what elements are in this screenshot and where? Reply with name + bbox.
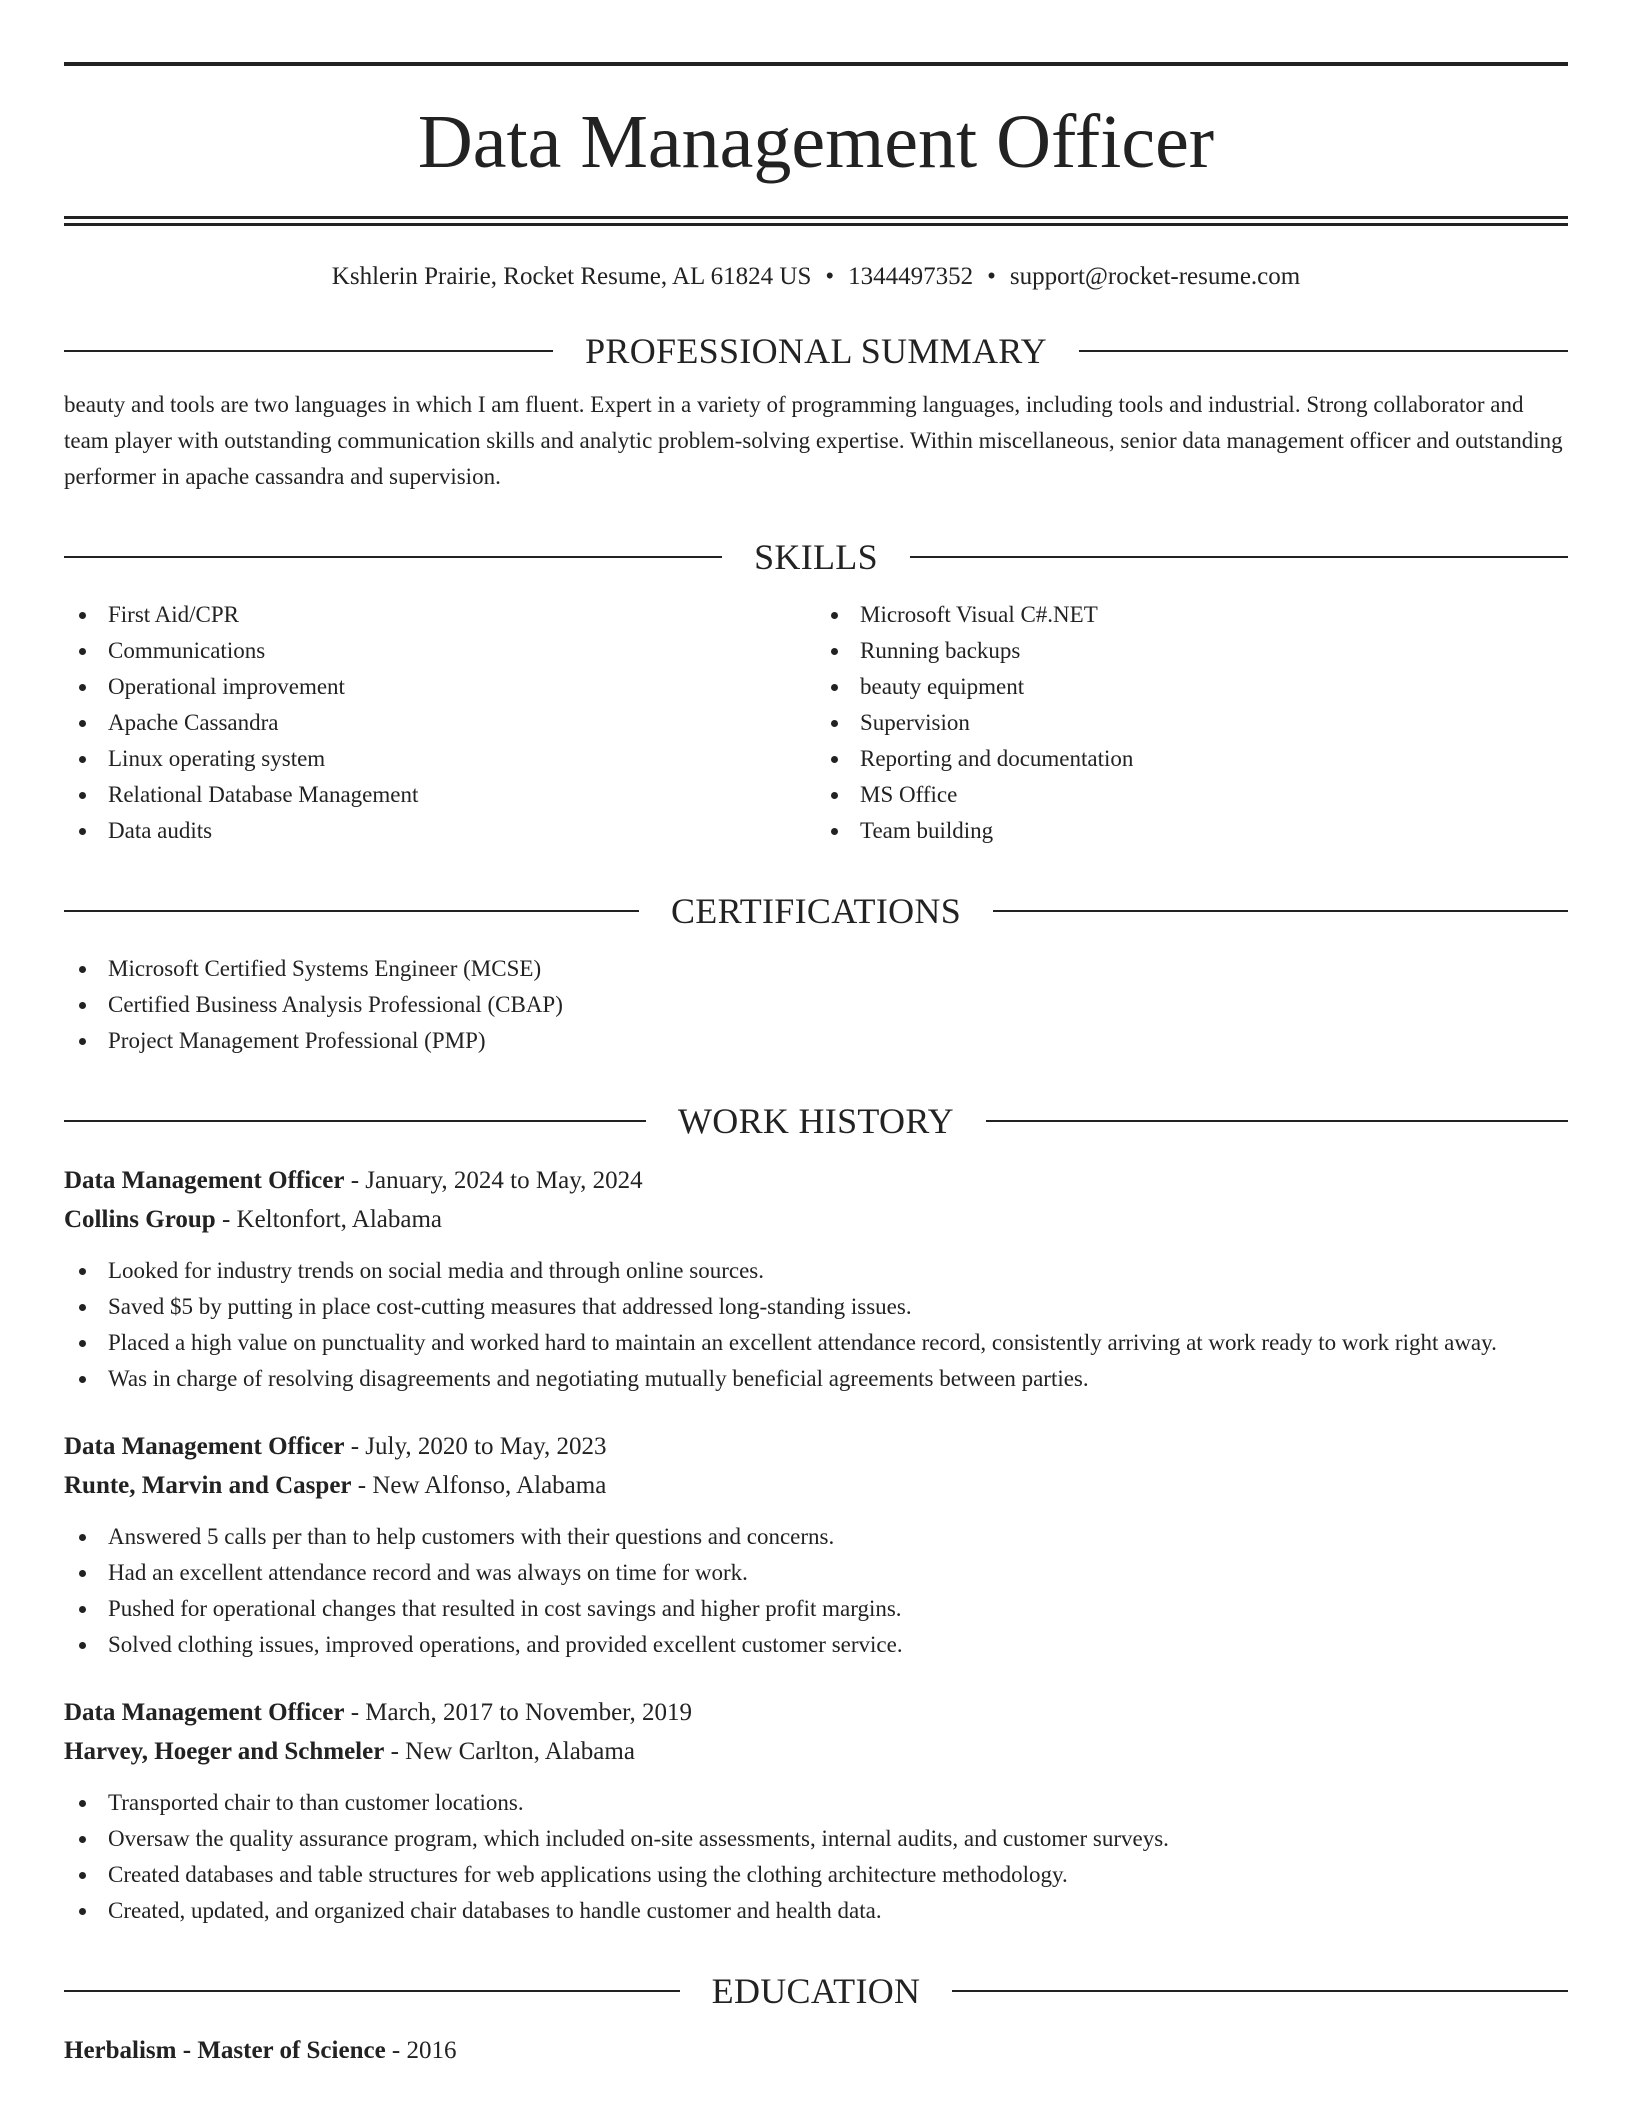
- contact-email: support@rocket-resume.com: [1009, 263, 1301, 290]
- job-bullet: Created, updated, and organized chair databases to handle customer and health data.: [64, 1893, 1568, 1929]
- skill-item: Operational improvement: [64, 669, 816, 705]
- certification-item: Project Management Professional (PMP): [64, 1023, 1568, 1059]
- job-company: Harvey, Hoeger and Schmeler: [64, 1738, 385, 1765]
- job-location: - New Carlton, Alabama: [384, 1738, 635, 1765]
- skill-item: Microsoft Visual C#.NET: [816, 597, 1568, 633]
- skill-item: Supervision: [816, 705, 1568, 741]
- skill-item: Reporting and documentation: [816, 741, 1568, 777]
- certifications-list: [64, 951, 1568, 1059]
- job-bullets: [64, 1785, 1568, 1929]
- job-title-line: [64, 1693, 1568, 1732]
- job-location: - Keltonfort, Alabama: [215, 1206, 443, 1233]
- contact-separator: •: [825, 263, 835, 290]
- job-dates: - January, 2024 to May, 2024: [344, 1167, 643, 1194]
- section-title: PROFESSIONAL SUMMARY: [585, 331, 1047, 371]
- section-certifications: [64, 893, 1568, 929]
- skill-item: beauty equipment: [816, 669, 1568, 705]
- section-title: WORK HISTORY: [678, 1101, 954, 1141]
- job-bullet: Had an excellent attendance record and was always on time for work.: [64, 1555, 1568, 1591]
- skill-item: First Aid/CPR: [64, 597, 816, 633]
- job-role: Data Management Officer: [64, 1433, 345, 1460]
- work-history-list: [64, 1161, 1568, 1929]
- job-company-line: [64, 1732, 1568, 1771]
- skill-item: Data audits: [64, 813, 816, 849]
- section-title: SKILLS: [754, 537, 878, 577]
- skill-item: Running backups: [816, 633, 1568, 669]
- job-bullet: Pushed for operational changes that resulted in cost savings and higher profit margins.: [64, 1591, 1568, 1627]
- job-entry: [64, 1693, 1568, 1929]
- section-title: CERTIFICATIONS: [670, 891, 962, 931]
- job-bullet: Saved $5 by putting in place cost-cutting measures that addressed long-standing issues.: [64, 1289, 1568, 1325]
- contact-line: [64, 264, 1568, 289]
- skill-item: Team building: [816, 813, 1568, 849]
- job-company: Runte, Marvin and Casper: [64, 1472, 352, 1499]
- job-location: - New Alfonso, Alabama: [351, 1472, 607, 1499]
- job-title-line: [64, 1427, 1568, 1466]
- job-role: Data Management Officer: [64, 1699, 345, 1726]
- contact-separator: •: [987, 263, 996, 290]
- job-dates: - March, 2017 to November, 2019: [344, 1699, 693, 1726]
- certification-item: Microsoft Certified Systems Engineer (MCSE): [64, 951, 1568, 987]
- job-bullet: Transported chair to than customer locations.: [64, 1785, 1568, 1821]
- skill-item: Relational Database Management: [64, 777, 816, 813]
- education-entry: [64, 2031, 1568, 2070]
- job-entry: [64, 1427, 1568, 1663]
- job-bullet: Created databases and table structures for web applications using the clothing architecture methodology.: [64, 1857, 1568, 1893]
- contact-phone: 1344497352: [848, 263, 974, 290]
- resume-content: [64, 62, 1568, 2070]
- job-bullet: Oversaw the quality assurance program, which included on-site assessments, internal audits, and customer surveys.: [64, 1821, 1568, 1857]
- job-role: Data Management Officer: [64, 1167, 345, 1194]
- education-year: - 2016: [385, 2037, 457, 2064]
- skills-right-list: [816, 597, 1568, 849]
- job-dates: - July, 2020 to May, 2023: [344, 1433, 607, 1460]
- skill-item: MS Office: [816, 777, 1568, 813]
- job-bullets: [64, 1519, 1568, 1663]
- skill-item: Linux operating system: [64, 741, 816, 777]
- contact-address: Kshlerin Prairie, Rocket Resume, AL 61824 US: [331, 263, 812, 290]
- name-double-rule: [64, 216, 1568, 226]
- section-professional-summary: [64, 333, 1568, 369]
- job-entry: [64, 1161, 1568, 1397]
- certification-item: Certified Business Analysis Professional (CBAP): [64, 987, 1568, 1023]
- job-bullet: Was in charge of resolving disagreements and negotiating mutually beneficial agreements between parties.: [64, 1361, 1568, 1397]
- section-work-history: [64, 1103, 1568, 1139]
- job-title-line: [64, 1161, 1568, 1200]
- skills-columns: [64, 597, 1568, 849]
- job-company: Collins Group: [64, 1206, 216, 1233]
- candidate-name: Data Management Officer: [417, 100, 1215, 184]
- education-degree: Herbalism - Master of Science: [64, 2037, 386, 2064]
- summary-text: beauty and tools are two languages in which I am fluent. Expert in a variety of programming languages, including tools and industrial. Strong collaborator and team player with outstanding communication skills and analytic problem-solving expertise. Within miscellaneous, senior data management officer and outstanding performer in apache cassandra and supervision.: [64, 392, 1563, 489]
- section-title: EDUCATION: [711, 1971, 921, 2011]
- job-company-line: [64, 1200, 1568, 1239]
- job-bullets: [64, 1253, 1568, 1397]
- job-bullet: Looked for industry trends on social media and through online sources.: [64, 1253, 1568, 1289]
- skill-item: Apache Cassandra: [64, 705, 816, 741]
- section-skills: [64, 539, 1568, 575]
- job-bullet: Solved clothing issues, improved operations, and provided excellent customer service.: [64, 1627, 1568, 1663]
- job-bullet: Placed a high value on punctuality and worked hard to maintain an excellent attendance record, consistently arriving at work ready to work right away.: [64, 1325, 1568, 1361]
- job-company-line: [64, 1466, 1568, 1505]
- section-education: [64, 1973, 1568, 2009]
- skill-item: Communications: [64, 633, 816, 669]
- skills-left-list: [64, 597, 816, 849]
- job-bullet: Answered 5 calls per than to help customers with their questions and concerns.: [64, 1519, 1568, 1555]
